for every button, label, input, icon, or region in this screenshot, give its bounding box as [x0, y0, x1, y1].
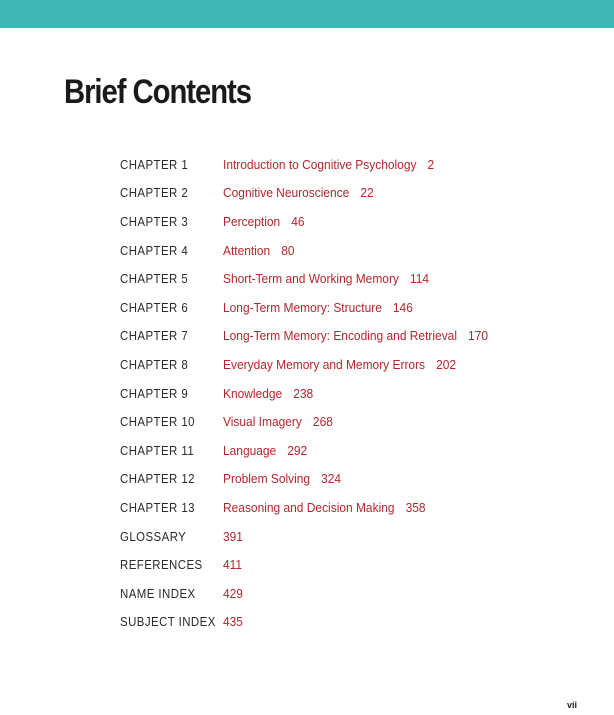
toc-page-number: 80 [281, 242, 295, 258]
toc-page-number: 358 [405, 499, 426, 515]
toc-page-number: 411 [223, 557, 243, 573]
toc-link[interactable] [223, 557, 242, 572]
toc-chapter-title: Everyday Memory and Memory Errors [223, 356, 426, 372]
toc-chapter-title: Language [223, 442, 277, 458]
toc-chapter-title: Knowledge [223, 385, 283, 401]
toc-chapter-label: CHAPTER 2 [120, 185, 189, 201]
toc-row [120, 350, 511, 379]
toc-section-label: REFERENCES [120, 557, 203, 573]
toc-page-number: 202 [436, 356, 457, 372]
toc-row [120, 608, 511, 637]
toc-row [120, 179, 511, 208]
toc-chapter-label: CHAPTER 12 [120, 471, 195, 487]
toc-row [120, 264, 511, 293]
toc-row [120, 407, 511, 436]
toc-page-number: 324 [321, 471, 342, 487]
toc-section-label: SUBJECT INDEX [120, 614, 216, 630]
toc-link[interactable] [223, 243, 295, 258]
toc-row [120, 493, 511, 522]
toc-chapter-title: Perception [223, 213, 281, 229]
toc-chapter-label: CHAPTER 3 [120, 213, 189, 229]
toc-chapter-title: Visual Imagery [223, 414, 302, 430]
toc-link[interactable] [223, 586, 243, 601]
toc-chapter-title: Attention [223, 242, 271, 258]
toc-link[interactable] [223, 214, 305, 229]
toc-chapter-label: CHAPTER 4 [120, 242, 189, 258]
toc-row [120, 436, 511, 465]
toc-page-number: 268 [312, 414, 333, 430]
toc-chapter-label: CHAPTER 10 [120, 414, 195, 430]
toc-page-number: 146 [392, 299, 413, 315]
toc-chapter-title: Reasoning and Decision Making [223, 499, 395, 515]
toc-link[interactable] [223, 614, 243, 629]
toc-link[interactable] [223, 328, 488, 343]
toc-chapter-title: Short-Term and Working Memory [223, 271, 399, 287]
toc-page-number: 114 [409, 271, 430, 287]
toc-link[interactable] [223, 300, 413, 315]
toc-link[interactable] [223, 157, 434, 172]
toc-page-number: 391 [223, 528, 243, 544]
table-of-contents [120, 150, 511, 636]
toc-section-label: GLOSSARY [120, 528, 187, 544]
toc-page-number: 170 [468, 328, 489, 344]
toc-chapter-label: CHAPTER 6 [120, 299, 189, 315]
toc-link[interactable] [223, 185, 374, 200]
header-color-band [0, 0, 614, 28]
toc-link[interactable] [223, 357, 456, 372]
toc-row [120, 465, 511, 494]
toc-chapter-title: Long-Term Memory: Encoding and Retrieval [223, 328, 457, 344]
toc-row [120, 550, 511, 579]
toc-page-number: 435 [223, 614, 243, 630]
toc-page-number: 429 [223, 585, 243, 601]
toc-chapter-label: CHAPTER 9 [120, 385, 189, 401]
toc-link[interactable] [223, 386, 313, 401]
toc-link[interactable] [223, 471, 341, 486]
toc-link[interactable] [223, 443, 307, 458]
toc-row [120, 579, 511, 608]
toc-chapter-title: Cognitive Neuroscience [223, 185, 350, 201]
toc-link[interactable] [223, 414, 333, 429]
toc-chapter-title: Long-Term Memory: Structure [223, 299, 382, 315]
toc-page-number: 22 [360, 185, 374, 201]
toc-chapter-label: CHAPTER 1 [120, 156, 189, 172]
page-folio: vii [566, 700, 577, 710]
toc-link[interactable] [223, 500, 426, 515]
toc-row [120, 236, 511, 265]
toc-page-number: 292 [287, 442, 308, 458]
toc-chapter-label: CHAPTER 13 [120, 499, 195, 515]
toc-row [120, 207, 511, 236]
page-title: Brief Contents [64, 73, 251, 111]
toc-row [120, 379, 511, 408]
toc-row [120, 522, 511, 551]
toc-page-number: 2 [427, 156, 435, 172]
toc-chapter-label: CHAPTER 7 [120, 328, 189, 344]
toc-chapter-label: CHAPTER 11 [120, 442, 195, 458]
toc-chapter-title: Problem Solving [223, 471, 311, 487]
toc-section-label: NAME INDEX [120, 585, 196, 601]
toc-link[interactable] [223, 529, 243, 544]
toc-chapter-title: Introduction to Cognitive Psychology [223, 156, 417, 172]
toc-chapter-label: CHAPTER 5 [120, 271, 189, 287]
toc-row [120, 322, 511, 351]
toc-page-number: 46 [291, 213, 305, 229]
toc-row [120, 150, 511, 179]
toc-row [120, 293, 511, 322]
toc-page-number: 238 [293, 385, 314, 401]
toc-chapter-label: CHAPTER 8 [120, 356, 189, 372]
toc-link[interactable] [223, 271, 429, 286]
